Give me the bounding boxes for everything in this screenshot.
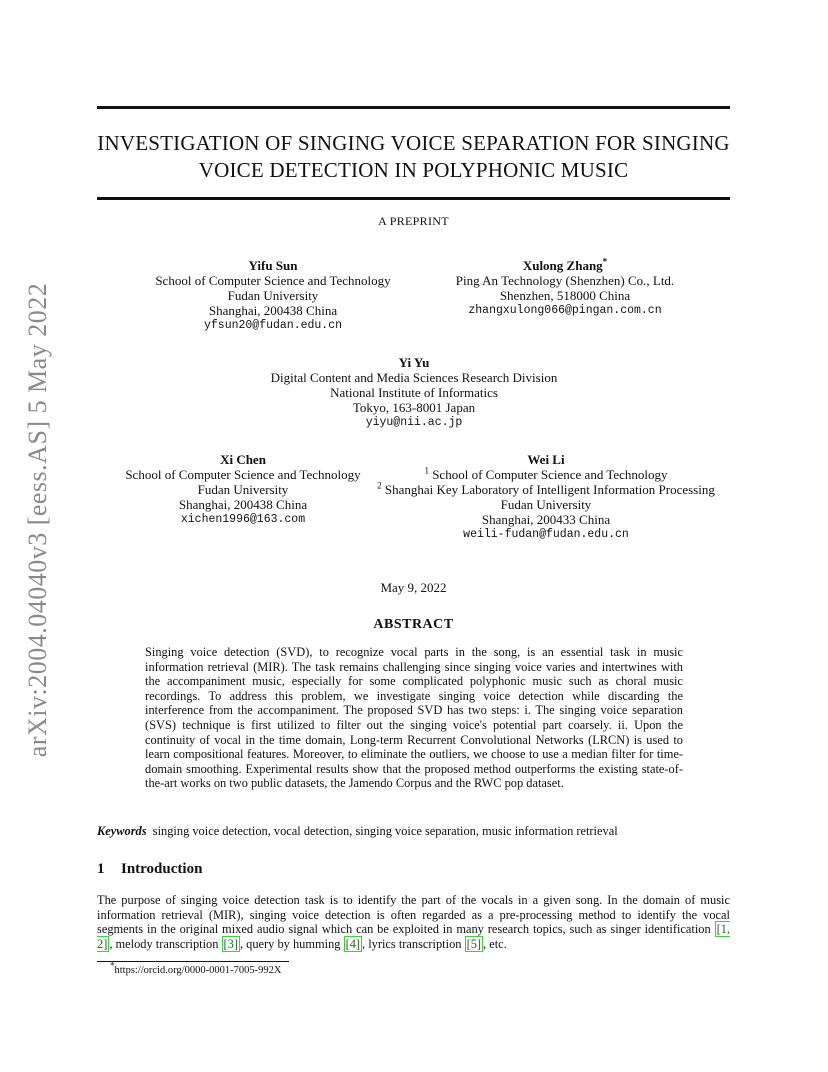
citation-link[interactable]: [1, 2] (97, 922, 730, 951)
author-affiliation: Tokyo, 163-8001 Japan (352, 400, 476, 415)
section-heading (97, 861, 202, 878)
author-email[interactable]: xichen1996@163.com (180, 513, 306, 526)
author-affiliation: Fudan University (227, 288, 319, 303)
footnote-text[interactable]: https://orcid.org/0000-0001-7005-992X (114, 965, 282, 976)
author-block-4 (103, 452, 383, 527)
author-affiliation: $^2$ Shanghai Key Laboratory of Intelligent Information Processing (377, 480, 715, 497)
citation-link[interactable]: [4] (345, 936, 361, 951)
author-affiliation: School of Computer Science and Technology (125, 467, 361, 482)
author-email[interactable]: zhangxulong066@pingan.com.cn (468, 304, 662, 317)
author-affiliation: Ping An Technology (Shenzhen) Co., Ltd. (455, 273, 675, 288)
author-affiliation: $^1$ School of Computer Science and Technology (424, 465, 668, 482)
author-email[interactable]: yfsun20@fudan.edu.cn (203, 319, 343, 332)
section-title: Introduction (121, 861, 203, 877)
author-affiliation: National Institute of Informatics (330, 385, 498, 400)
author-affiliation: Fudan University (500, 497, 592, 512)
intro-paragraph: The purpose of singing voice detection task is to identify the part of the vocals in a given song. In the domain of music information retrieval (MIR), singing voice detection is often regarded as a pre-processing method to identify the vocal segments in the original mixed audio signal which can be exploited in many research topics, such as singer identification [1, 2] , melody transcription [3] , query by humming [4] , lyrics transcription [5] , etc. (97, 893, 730, 951)
top-rule (97, 106, 730, 109)
author-block-1 (148, 258, 398, 333)
title-line-1: INVESTIGATION OF SINGING VOICE SEPARATION FOR SINGING (97, 131, 730, 155)
abstract-heading: ABSTRACT (373, 617, 454, 632)
abstract-text: Singing voice detection (SVD), to recognize vocal parts in the song, is an essential task in music information retrieval (MIR). The task remains challenging since singing voice varies and intertwines with the accompaniment music, especially for some complicated polyphonic music such as choral music recordings. To address this problem, we investigate singing voice detection while discarding the interference from the accompaniment. The proposed SVD has two steps: i. The singing voice separation (SVS) technique is first utilized to filter out the singing voice's potential part coarsely. ii. Upon the continuity of vocal in the time domain, Long-term Recurrent Convolutional Networks (LRCN) is used to learn compositional features. Moreover, to eliminate the outliers, we choose to use a median filter for time-domain smoothing. Experimental results show that the proposed method outperforms the existing state-of-the-art works on two public datasets, the Jamendo Corpus and the RWC pop dataset. (145, 645, 683, 791)
arxiv-stamp: arXiv:2004.04040v3 [eess.AS] 5 May 2022 (23, 282, 52, 758)
keywords (97, 824, 737, 839)
footnote (110, 960, 282, 976)
paper-title (97, 130, 730, 184)
author-affiliation: Shanghai, 200433 China (481, 512, 611, 527)
bottom-title-rule (97, 197, 730, 200)
preprint-label: A PREPRINT (378, 214, 449, 228)
section-number: 1 (97, 861, 105, 877)
footnote-mark: * (110, 960, 115, 971)
footnote-rule (97, 961, 289, 962)
paper-date: May 9, 2022 (380, 580, 447, 595)
author-name: Xulong Zhang* (522, 256, 608, 273)
author-affiliation: Shenzhen, 518000 China (499, 288, 631, 303)
author-affiliation: Shanghai, 200438 China (208, 303, 338, 318)
author-affiliation: Shanghai, 200438 China (178, 497, 308, 512)
keywords-label: Keywords (97, 824, 147, 838)
author-email[interactable]: yiyu@nii.ac.jp (365, 416, 463, 429)
author-block-5 (365, 452, 727, 542)
author-name: Yifu Sun (248, 258, 298, 273)
author-name: Yi Yu (398, 355, 430, 370)
author-block-2 (440, 258, 690, 318)
author-email[interactable]: weili-fudan@fudan.edu.cn (463, 528, 629, 541)
title-line-2: VOICE DETECTION IN POLYPHONIC MUSIC (198, 158, 629, 182)
citation-link[interactable]: [5] (466, 936, 482, 951)
author-block-3 (214, 355, 614, 430)
footnote-marker[interactable]: * (602, 256, 608, 267)
author-affiliation: Digital Content and Media Sciences Research Division (270, 370, 558, 385)
author-affiliation: Fudan University (197, 482, 289, 497)
author-name: Wei Li (527, 452, 565, 467)
author-name: Xi Chen (220, 452, 266, 467)
citation-link[interactable]: [3] (223, 936, 238, 951)
author-affiliation: School of Computer Science and Technology (155, 273, 391, 288)
keywords-list: singing voice detection, vocal detection, singing voice separation, music information retrieval (152, 824, 618, 838)
